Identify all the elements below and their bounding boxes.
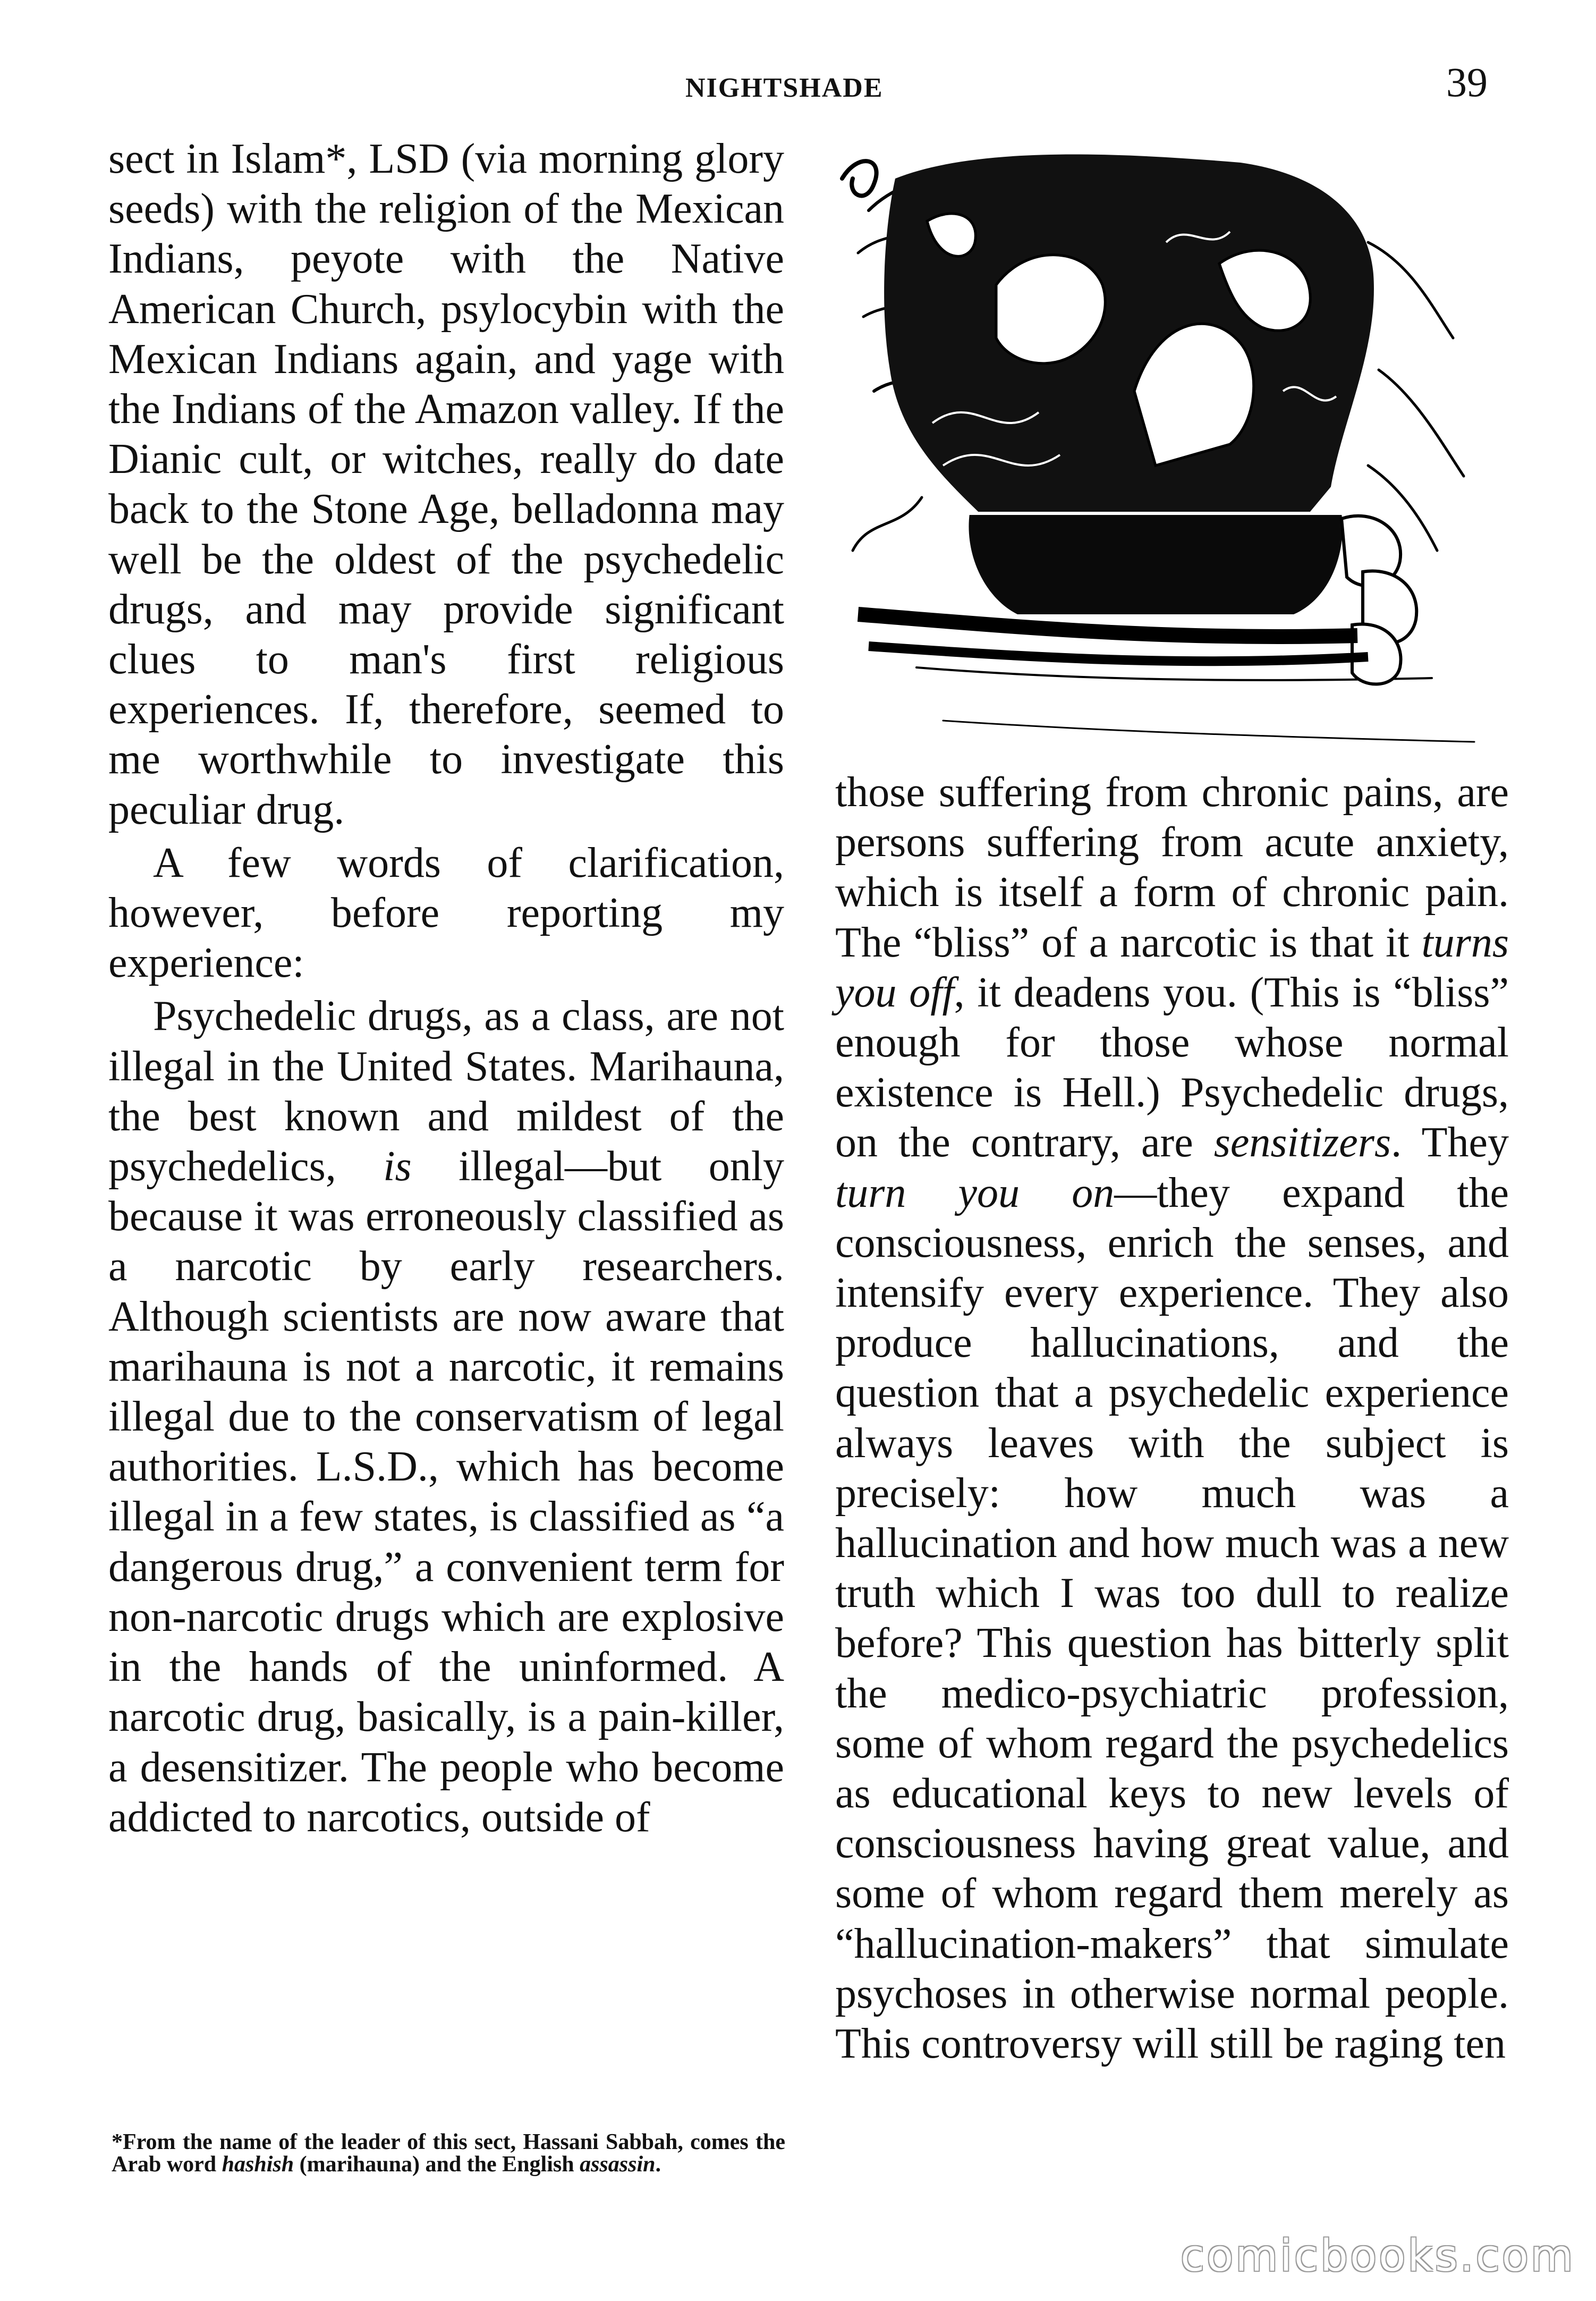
emphasis-text: hashish	[222, 2152, 294, 2177]
paragraph-2: A few words of clarification, however, before reporting my experience:	[108, 839, 784, 987]
emphasis-text: assassin	[580, 2152, 656, 2177]
right-column	[835, 767, 1509, 2069]
paragraph-4	[835, 767, 1509, 2069]
text-span: —they expand the consciousness, enrich the senses, and intensify every experience. They also produce hallucinations, and the question that a psychedelic experience always leaves with the subject is precisely: how much was a hallucination and how much was a new truth which I was too dull to realize before? This question has bitterly split the medico-psychiatric profession, some of whom regard the psychedelics as educational keys to new levels of consciousness having great value, and some of whom regard them merely as “hallucination-makers” that simulate psychoses in otherwise normal people. This controversy will still be raging ten	[835, 1169, 1509, 2068]
text-span: , it deadens you. (This is “bliss” enough for those whose normal existence is Hell.) Psychedelic drugs, on the contrary, are	[835, 969, 1509, 1166]
paragraph-1: sect in Islam*, LSD (via morning glory seeds) with the religion of the Mexican Indians, peyote with the Native American Church, psylocybin with the Mexican Indians again, and yage with the Indians of the Amazon valley. If the Dianic cult, or witches, really do date back to the Stone Age, belladonna may well be the oldest of the psychedelic drugs, and may provide significant clues to man's first religious experiences. If, therefore, seemed to me worthwhile to investigate this peculiar drug.	[108, 136, 784, 833]
running-header: NIGHTSHADE	[685, 73, 884, 103]
emphasis-text: is	[383, 1143, 412, 1190]
text-span: *From the name of the leader of this sect, Hassani Sabbah, comes the Arab word	[112, 2130, 785, 2177]
text-span: . They	[1391, 1119, 1509, 1166]
emphasis-text: sensitizers	[1213, 1119, 1391, 1166]
emphasis-text: turns you off	[835, 919, 1509, 1016]
left-column	[108, 134, 784, 1842]
footnote	[112, 2131, 785, 2176]
page-number: 39	[1446, 59, 1488, 105]
text-span: (marihauna) and the English	[294, 2152, 580, 2177]
text-span: illegal—but only because it was erroneously classified as a narcotic by early researchers. Although scientists are now aware that marihauna is not a narcotic, it remains illegal due to the conservatism of legal authorities. L.S.D., which has become illegal in a few states, is classified as “a dangerous drug,” a convenient term for non-narcotic drugs which are explosive in the hands of the uninformed. A narcotic drug, basically, is a pain-killer, a desensitizer. The people who become addicted to narcotics, outside of	[108, 1143, 785, 1841]
text-span: Psychedelic drugs, as a class, are not illegal in the United States. Marihauna, the best known and mildest of the psychedelics,	[108, 993, 784, 1190]
paragraph-3	[108, 991, 784, 1842]
text-span: those suffering from chronic pains, are persons suffering from acute anxiety, which is itself a form of chronic pain. The “bliss” of a narcotic is that it	[835, 769, 1509, 966]
ink-illustration	[837, 147, 1490, 747]
emphasis-text: turn you on	[835, 1169, 1115, 1216]
watermark: comicbooks.com	[1181, 2231, 1575, 2281]
text-span: .	[655, 2152, 661, 2177]
